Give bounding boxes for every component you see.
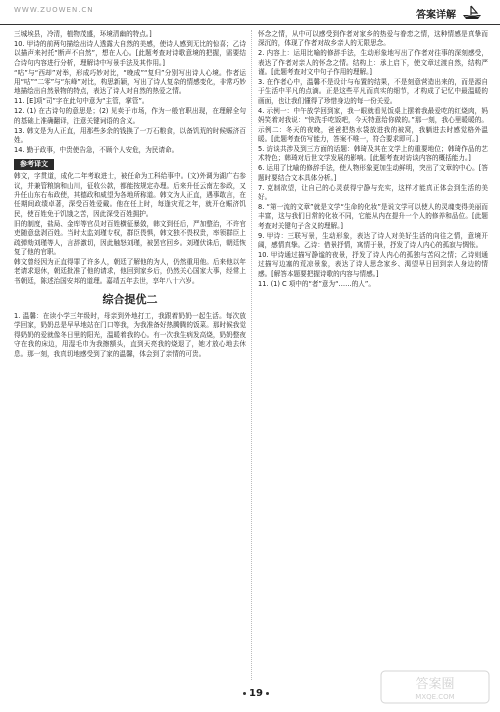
- answer-paragraph: 13. 韩文是为人正直，用那些多余的钱换了一万石粮食，以备饥荒的时候赈济百姓。: [14, 126, 246, 144]
- section-title: 综合提优二: [102, 293, 158, 307]
- dot-icon: [266, 692, 269, 695]
- answer-paragraph: 9. 甲诗：三联写景，生动形象，表达了诗人对美好生活的向往之情，意境开阔，感情真挚。乙诗：借景抒情，寓情于景，抒发了诗人内心的孤寂与惆怅。: [258, 231, 488, 249]
- ship-icon: [462, 4, 482, 20]
- column-divider: [251, 30, 252, 680]
- header-title: 答案详解: [416, 10, 456, 21]
- answer-paragraph: 8. “第一流的文章”就是文学“生命的化妆”是说文学可以使人的灵魂变得美丽而丰富，这与我们日常的化妆不同，它能从内在提升一个人的修养和品位。[此题考查对关键句子含义的理解。]: [258, 202, 488, 230]
- dot-icon: [243, 692, 246, 695]
- watermark-stamp: [380, 670, 490, 704]
- answer-paragraph: 10. 甲诗的前两句描绘出诗人透露大自然的美感，使诗人感到无比的惊喜；乙诗以描声来衬托“断声不自然”，想在人心。[此题考查对诗歌意境的把握，需要结合诗句内容进行分析，理解诗中写景手法及其作用。]: [14, 39, 246, 67]
- answer-paragraph: 7. 克制欲望，让自己的心灵获得宁静与充实，这样才能真正体会到生活的美好。: [258, 183, 488, 201]
- right-column: [258, 30, 488, 289]
- answer-paragraph: 3. 在作者心中，温馨不是设计与布置的结果，不是刻意营造出来的，而是源自于生活中平凡的点滴。正是这些平凡而真实的细节，才构成了记忆中最温暖的画面，也让我们懂得了珍惜身边的每一份关爱。: [258, 78, 488, 105]
- stamp-subtext: MXQE.COM: [415, 693, 455, 701]
- answer-paragraph: 1. 温馨：在读小学三年级时，母亲到外地打工，我跟着奶奶一起生活。每次放学回家，奶奶总是早早地站在门口等我，为我准备好热腾腾的饭菜。那时候我觉得奶奶的爱就像冬日里的阳光，温暖着我的心。有一次我生病发高烧，奶奶整夜守在我的床边，用湿毛巾为我擦额头，直到天亮我的烧退了，她才放心地去休息。那一刻，我真切地感受到了家的温馨，体会到了亲情的可贵。: [14, 312, 246, 358]
- answer-paragraph: 怀念之情，从中可以感受到作者对家乡的热爱与眷恋之情，这种情感是真挚而深沉的，体现了作者对故乡亲人的无限思念。: [258, 30, 488, 48]
- page-header: [0, 0, 500, 25]
- left-column: [14, 30, 246, 360]
- answer-paragraph: 2. 内容上：运用比喻的修辞手法，生动形象地写出了作者对往事的深刻感受，表达了作者对亲人的怀念之情。结构上：承上启下，使文章过渡自然，结构严谨。[此题考查对文中句子作用的理解。]: [258, 49, 488, 77]
- answer-paragraph: 5. 访谈共涉及到三方面的话题：韩琦及其在文学上的重要地位；韩琦作品的艺术特色；韩琦对后世文学发展的影响。[此题考查对访谈内容的概括能力。]: [258, 144, 488, 163]
- answer-paragraph: 14. 勤于政事，中贵使告急，不顾个人安危，为民请命。: [14, 145, 179, 154]
- answer-paragraph: “咕”与“西却”对举，形成巧妙对比，“晚成”“复归”分别写出诗人心境。作者运用“咕”“二零”与“东峰”对比，构思新颖，写出了诗人复杂的情感变化，非常巧妙地描绘出自然景物的特点，表达了诗人对自然的热爱之情。: [14, 68, 246, 96]
- answer-paragraph: 10. 甲诗通过描写静谧的夜景，抒发了诗人内心的孤独与苦闷之情；乙诗则通过描写边塞的荒凉景象，表达了诗人思念家乡、渴望早日回到亲人身边的情感。[解答本题要把握诗歌的内容与情感。]: [258, 250, 488, 278]
- stamp-text: 答案圈: [415, 677, 455, 692]
- answer-paragraph: 12. (1) 在古诗句的意思是；(2) 见卖于市场，作为一般官职出现，在理解全句的基础上准确翻译，注意关键词语的含义。: [14, 107, 246, 125]
- answer-paragraph: 4. 示例一：中午放学回到家，我一眼就看见饭桌上摆着我最爱吃的红烧肉，妈妈笑着对我说：“快洗手吃饭吧，今天特意给你做的。”那一刻，我心里暖暖的。示例二：冬天的夜晚，爸爸把热水袋放进我的被窝，我躺进去时感觉格外温暖。[此题考查仿写能力，答案不唯一，符合要求即可。]: [258, 106, 488, 143]
- answer-paragraph: 三城埃县，冷清，植物茂盛，环境清幽的特点。]: [14, 30, 152, 38]
- answer-paragraph: 6. 运用了比喻的修辞手法，使人物形象更加生动鲜明，突出了文章的中心。[答题时要结合文本具体分析。]: [258, 164, 488, 182]
- page-number: 19: [240, 688, 272, 699]
- answer-paragraph: 11. [E]项“司”字在此句中意为“主管，掌管”。: [14, 97, 149, 106]
- watermark-text: WWW.ZUOWEN.CN: [14, 6, 94, 14]
- reference-translation-label: 参考译文: [14, 159, 54, 170]
- translation-paragraph: 韩文，字贯道，成化二年考取进士，被任命为工科给事中。(文)外调为湖广右参议，并兼管粮饷和山川，征收公款，都能按规定办理。后来升任云南左参政，又升任山东右布政使，其德政和威望为各地所称道。韩文为人正直，遇事敢言，在任期间政绩卓著，深受百姓爱戴。他在任上时，每逢灾荒之年，就开仓赈济饥民，使百姓免于饥饿之苦，因此深受百姓拥护。: [14, 172, 246, 218]
- answer-paragraph: 11. (1) C 项中的“者”意为“……的人”。: [258, 279, 375, 288]
- translation-paragraph: 韩文曾经因为正直得罪了许多人，朝廷了解他的为人，仍然重用他。后来他以年老请求退休，朝廷批准了他的请求，他回到家乡后，仍然关心国家大事，经常上书朝廷，陈述治国安邦的道理。嘉靖五年去世，享年八十六岁。: [14, 257, 246, 285]
- translation-paragraph: 旧的制度，盐局、金库等官员对百姓横征暴敛，韩文到任后，严加整治，不许官吏随意盘剥百姓。当时太监刘瑾专权，群臣畏惧，韩文独不畏权贵，率领群臣上疏弹劾刘瑾等人，言辞激切，因此触怒刘瑾，被罢官回乡。刘瑾伏诛后，朝廷恢复了他的官职。: [14, 219, 246, 256]
